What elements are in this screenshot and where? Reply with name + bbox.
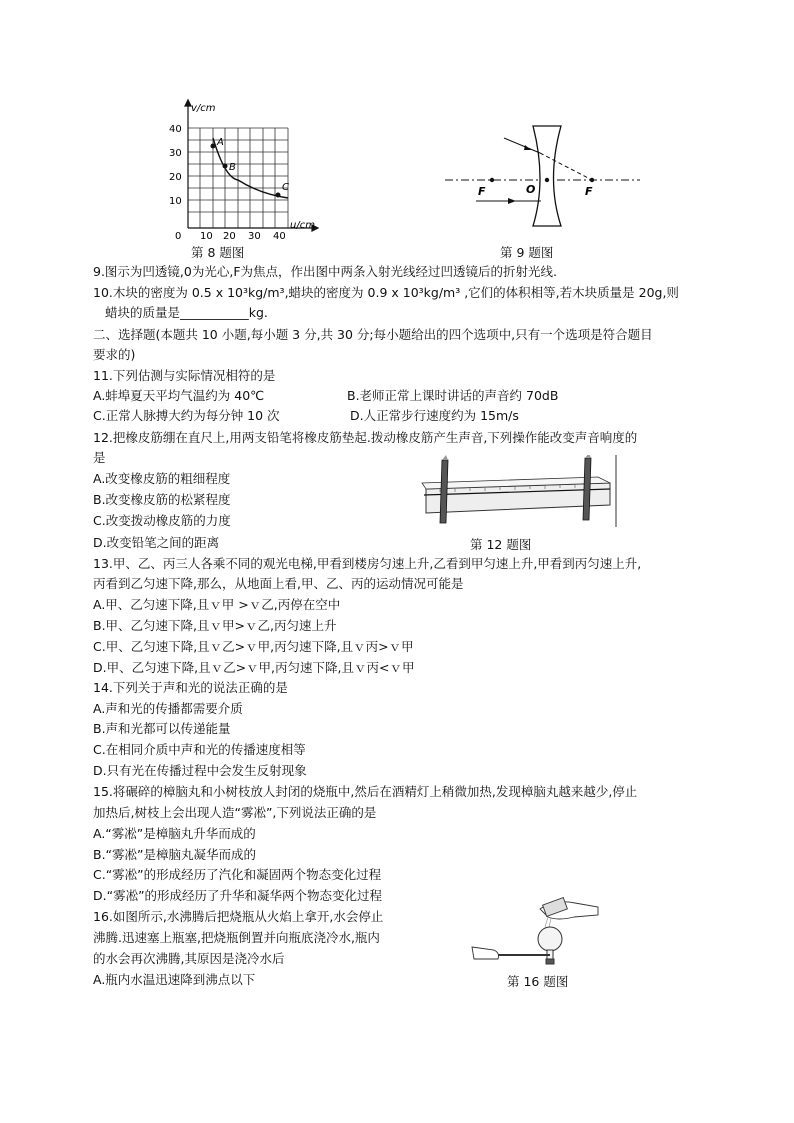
q16-option-a: A.瓶内水温迅速降到沸点以下 [93, 972, 256, 987]
q15-option-a: A.“雾凇”是樟脑丸升华而成的 [93, 826, 256, 841]
figure-8-graph [160, 98, 340, 240]
q15-stem-line1: 15.将碾碎的樟脑丸和小树枝放人封闭的烧瓶中,然后在酒精灯上稍微加热,发现樟脑丸越来越少,停止 [93, 784, 638, 799]
focus-right-label: F [585, 185, 593, 198]
graph-axes [185, 100, 318, 231]
q15-option-d: D.“雾凇”的形成经历了升华和凝华两个物态变化过程 [93, 888, 383, 903]
incident-ray-1 [504, 138, 540, 153]
q13-option-b: B.甲、乙匀速下降,且ｖ甲>ｖ乙,丙匀速上升 [93, 618, 337, 633]
q13-option-d: D.甲、乙匀速下降,且ｖ乙>ｖ甲,丙匀速下降,且ｖ丙<ｖ甲 [93, 660, 415, 675]
q11-option-c: C.正常人脉搏大约为每分钟 10 次 [93, 408, 280, 423]
q11-option-b: B.老师正常上课时讲话的声音约 70dB [347, 388, 559, 403]
focus-left-label: F [478, 185, 486, 198]
optical-center-label: O [526, 183, 536, 196]
q12-option-d: D.改变铅笔之间的距离 [93, 535, 220, 550]
optical-center-dot [545, 178, 549, 182]
point-b [223, 164, 228, 169]
q16-stem-line2: 沸腾.迅速塞上瓶塞,把烧瓶倒置并向瓶底浇冷水,瓶内 [93, 930, 380, 945]
pouring-hand [540, 898, 598, 919]
x-axis-label: u/cm [290, 220, 315, 231]
flask [538, 927, 562, 964]
q13-option-c: C.甲、乙匀速下降,且ｖ乙>ｖ甲,丙匀速下降,且ｖ丙>ｖ甲 [93, 639, 414, 654]
x-tick-0: 0 [175, 231, 182, 240]
q10-line2: 蜡块的质量是___________kg. [105, 305, 268, 320]
point-a-label: A [217, 137, 224, 148]
q11-option-d: D.人正常步行速度约为 15m/s [350, 408, 519, 423]
x-tick-10: 10 [200, 231, 213, 240]
section2-heading-line1: 二、选择题(本题共 10 小题,每小题 3 分,共 30 分;每小题给出的四个选项中,只有一个选项是符合题目 [93, 327, 653, 342]
figure-9-caption: 第 9 题图 [500, 245, 554, 260]
focus-left-dot [490, 178, 494, 182]
q12-option-a: A.改变橡皮筋的粗细程度 [93, 471, 231, 486]
concave-lens [533, 126, 561, 226]
q15-stem-line2: 加热后,树枝上会出现人造“雾凇”,下列说法正确的是 [93, 805, 377, 820]
q11-option-a: A.蚌埠夏天平均气温约为 40℃ [93, 388, 265, 403]
q16-stem-line3: 的水会再次沸腾,其原因是浇冷水后 [93, 951, 285, 966]
q12-option-c: C.改变拨动橡皮筋的力度 [93, 513, 231, 528]
point-a [211, 144, 216, 149]
y-tick-30: 30 [169, 148, 182, 159]
q15-option-c: C.“雾凇”的形成经历了汽化和凝固两个物态变化过程 [93, 867, 382, 882]
q14-option-a: A.声和光的传播都需要介质 [93, 701, 243, 716]
figure-9-lens-diagram [440, 98, 650, 238]
pencil-left [440, 455, 448, 523]
q15-option-b: B.“雾凇”是樟脑丸凝华而成的 [93, 847, 257, 862]
q16-stem-line1: 16.如图所示,水沸腾后把烧瓶从火焰上拿开,水会停止 [93, 909, 384, 924]
y-axis-label: v/cm [191, 103, 216, 114]
q12-stem-line1: 12.把橡皮筋绷在直尺上,用两支铅笔将橡皮筋垫起.拨动橡皮筋产生声音,下列操作能改变声音响度的 [93, 430, 638, 445]
y-tick-20: 20 [169, 172, 182, 183]
q14-stem: 14.下列关于声和光的说法正确的是 [93, 680, 288, 695]
q12-option-b: B.改变橡皮筋的松紧程度 [93, 492, 231, 507]
figure-12-ruler-diagram [420, 455, 620, 530]
figure-8-caption: 第 8 题图 [191, 245, 245, 260]
q9-text: 9.图示为凹透镜,0为光心,F为焦点，作出图中两条入射光线经过凹透镜后的折射光线. [93, 264, 557, 279]
q14-option-d: D.只有光在传播过程中会发生反射现象 [93, 763, 307, 778]
figure-16-flask-diagram [470, 895, 610, 970]
holding-hand [472, 947, 499, 959]
y-tick-40: 40 [169, 124, 182, 135]
q10-line1: 10.木块的密度为 0.5 x 10³kg/m³,蜡块的密度为 0.9 x 10³kg/m³ ,它们的体积相等,若木块质量是 20g,则 [93, 285, 679, 300]
y-tick-10: 10 [169, 196, 182, 207]
graph-grid [188, 128, 288, 228]
q13-stem-line2: 丙看到乙匀速下降,那么，从地面上看,甲、乙、丙的运动情况可能是 [93, 576, 464, 591]
point-b-label: B [229, 162, 236, 173]
x-tick-40: 40 [273, 231, 286, 240]
q14-option-b: B.声和光都可以传递能量 [93, 721, 231, 736]
pencil-right [583, 455, 591, 520]
x-tick-20: 20 [223, 231, 236, 240]
point-c [276, 193, 281, 198]
q13-stem-line1: 13.甲、乙、丙三人各乘不同的观光电梯,甲看到楼房匀速上升,乙看到甲匀速上升,甲看到丙匀速上升, [93, 556, 642, 571]
figure-16-caption: 第 16 题图 [507, 974, 569, 989]
q14-option-c: C.在相同介质中声和光的传播速度相等 [93, 742, 306, 757]
q12-stem-line2: 是 [93, 450, 106, 465]
q13-option-a: A.甲、乙匀速下降,且ｖ甲 >ｖ乙,丙停在空中 [93, 597, 341, 612]
figure-12-caption: 第 12 题图 [470, 537, 532, 552]
focus-right-dot [590, 178, 594, 182]
x-tick-30: 30 [248, 231, 261, 240]
point-c-label: C [282, 182, 289, 193]
section2-heading-line2: 要求的) [93, 347, 136, 362]
q11-stem: 11.下列估测与实际情况相符的是 [93, 368, 276, 383]
